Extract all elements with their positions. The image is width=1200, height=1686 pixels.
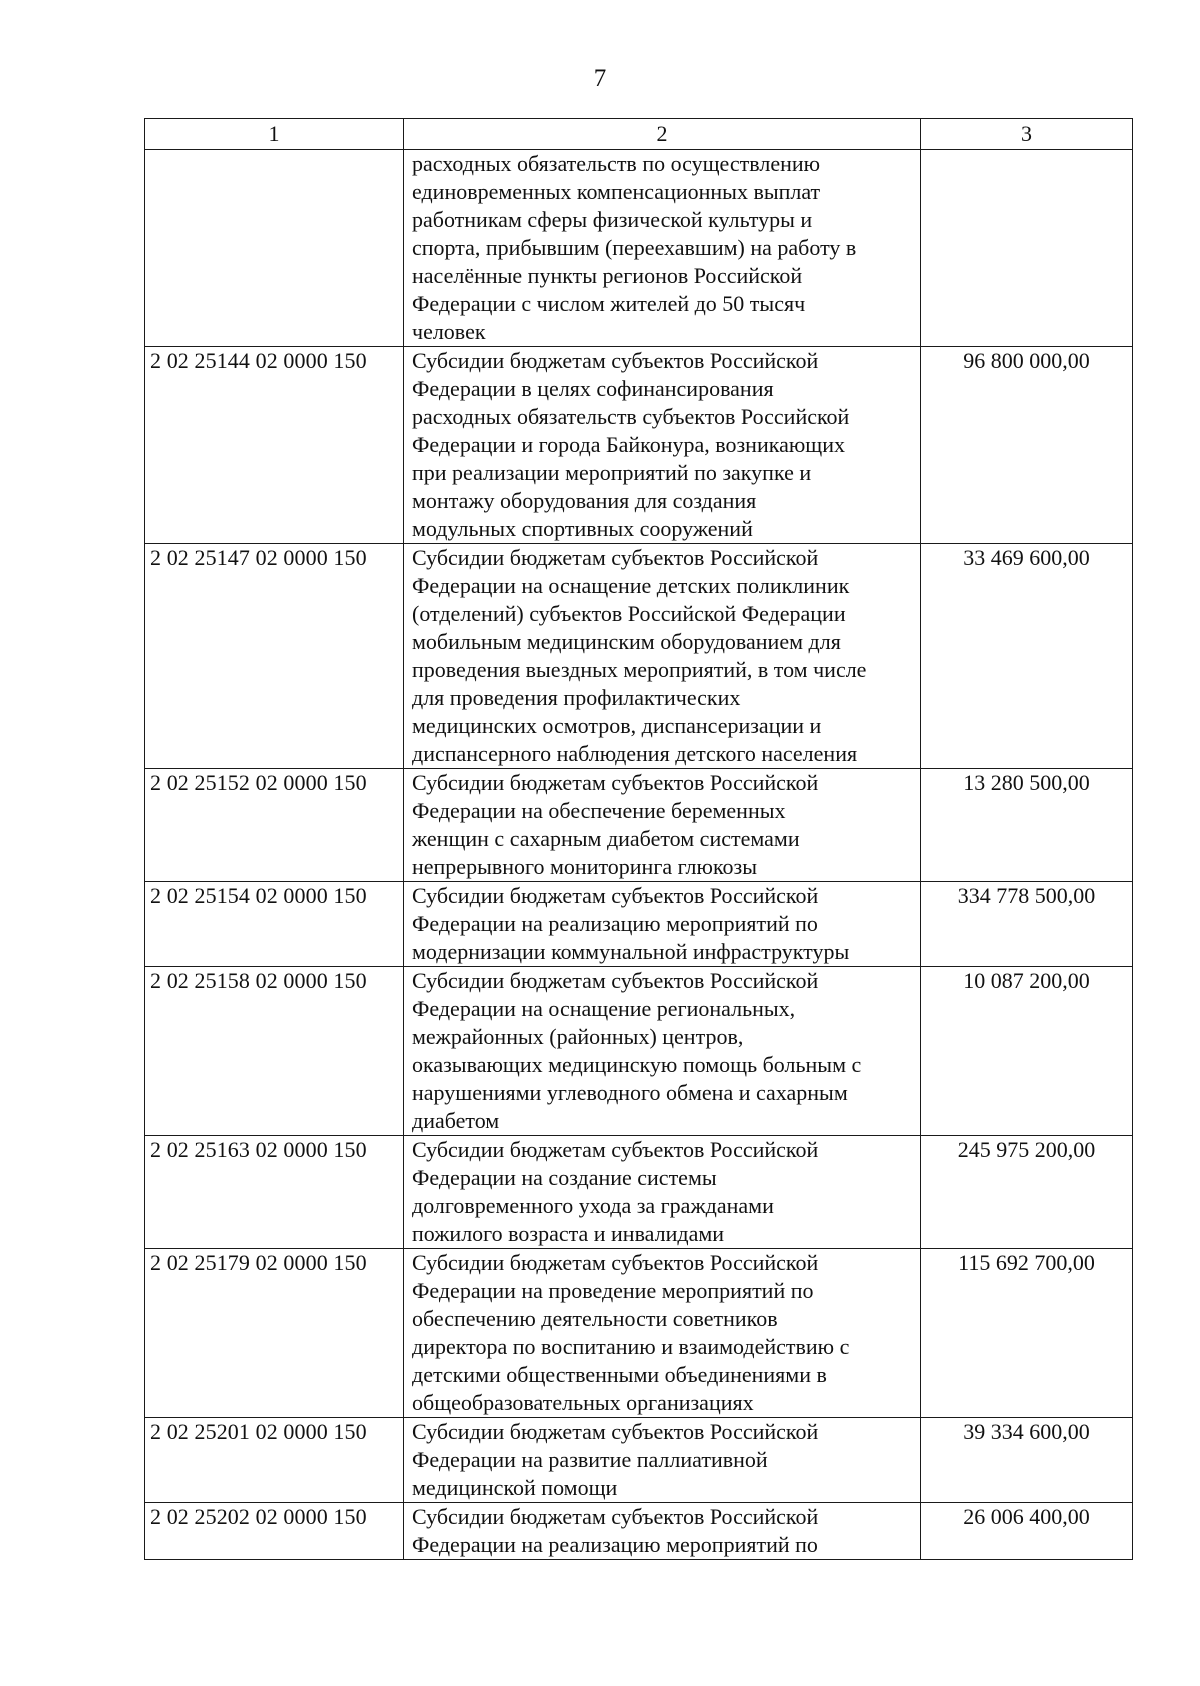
description-line: проведения выездных мероприятий, в том числе: [412, 657, 867, 682]
description-line: работникам сферы физической культуры и: [412, 207, 813, 232]
budget-table: [144, 118, 1133, 1560]
description-line: модульных спортивных сооружений: [412, 516, 753, 541]
income-code-cell: [145, 150, 404, 347]
column-header-description: 2: [404, 119, 921, 150]
description-line: расходных обязательств субъектов Российской: [412, 404, 850, 429]
description-line: населённые пункты регионов Российской: [412, 263, 803, 288]
description-line: Федерации в целях софинансирования: [412, 376, 774, 401]
amount-cell: 115 692 700,00: [921, 1249, 1133, 1418]
amount-cell: 13 280 500,00: [921, 769, 1133, 882]
income-code-cell: 2 02 25202 02 0000 150: [145, 1503, 404, 1560]
description-line: Федерации с числом жителей до 50 тысяч: [412, 291, 806, 316]
description-line: Федерации на создание системы: [412, 1165, 717, 1190]
description-line: расходных обязательств по осуществлению: [412, 151, 821, 176]
description-line: для проведения профилактических: [412, 685, 741, 710]
description-line: Федерации на развитие паллиативной: [412, 1447, 768, 1472]
description-line: Субсидии бюджетам субъектов Российской: [412, 883, 819, 908]
description-line: медицинских осмотров, диспансеризации и: [412, 713, 822, 738]
description-line: Федерации на обеспечение беременных: [412, 798, 786, 823]
description-line: детскими общественными объединениями в: [412, 1362, 827, 1387]
income-code-cell: 2 02 25144 02 0000 150: [145, 347, 404, 544]
table-row: [145, 150, 1133, 347]
description-cell: [404, 1418, 921, 1503]
description-line: Федерации и города Байконура, возникающих: [412, 432, 845, 457]
description-line: Субсидии бюджетам субъектов Российской: [412, 1250, 819, 1275]
description-line: Субсидии бюджетам субъектов Российской: [412, 545, 819, 570]
description-line: нарушениями углеводного обмена и сахарным: [412, 1080, 848, 1105]
description-line: женщин с сахарным диабетом системами: [412, 826, 800, 851]
amount-cell: 245 975 200,00: [921, 1136, 1133, 1249]
page-number: 7: [593, 65, 607, 92]
income-code-cell: 2 02 25154 02 0000 150: [145, 882, 404, 967]
description-line: (отделений) субъектов Российской Федерации: [412, 601, 846, 626]
description-cell: [404, 769, 921, 882]
description-line: монтажу оборудования для создания: [412, 488, 757, 513]
description-line: Субсидии бюджетам субъектов Российской: [412, 770, 819, 795]
table-row: [145, 347, 1133, 544]
description-cell: [404, 544, 921, 769]
amount-cell: 96 800 000,00: [921, 347, 1133, 544]
description-line: Федерации на реализацию мероприятий по: [412, 911, 818, 936]
description-line: пожилого возраста и инвалидами: [412, 1221, 725, 1246]
amount-cell: 10 087 200,00: [921, 967, 1133, 1136]
table-row: [145, 544, 1133, 769]
amount-cell: 33 469 600,00: [921, 544, 1133, 769]
amount-cell: 39 334 600,00: [921, 1418, 1133, 1503]
table-row: [145, 1249, 1133, 1418]
description-cell: [404, 1503, 921, 1560]
description-line: оказывающих медицинскую помощь больным с: [412, 1052, 862, 1077]
description-cell: [404, 1249, 921, 1418]
table-row: [145, 769, 1133, 882]
description-line: медицинской помощи: [412, 1475, 618, 1500]
income-code-cell: 2 02 25152 02 0000 150: [145, 769, 404, 882]
description-cell: [404, 1136, 921, 1249]
table-row: [145, 882, 1133, 967]
description-line: модернизации коммунальной инфраструктуры: [412, 939, 850, 964]
description-line: Субсидии бюджетам субъектов Российской: [412, 1419, 819, 1444]
description-line: при реализации мероприятий по закупке и: [412, 460, 812, 485]
amount-cell: 26 006 400,00: [921, 1503, 1133, 1560]
header-row: [145, 119, 1133, 150]
description-cell: [404, 967, 921, 1136]
description-line: непрерывного мониторинга глюкозы: [412, 854, 757, 879]
table-body: [145, 150, 1133, 1560]
description-line: диспансерного наблюдения детского населения: [412, 741, 858, 766]
description-line: Субсидии бюджетам субъектов Российской: [412, 1137, 819, 1162]
description-line: директора по воспитанию и взаимодействию с: [412, 1334, 850, 1359]
description-line: единовременных компенсационных выплат: [412, 179, 821, 204]
description-line: диабетом: [412, 1108, 500, 1133]
income-code-cell: 2 02 25163 02 0000 150: [145, 1136, 404, 1249]
column-header-code: 1: [145, 119, 404, 150]
description-line: Федерации на реализацию мероприятий по: [412, 1532, 818, 1557]
income-code-cell: 2 02 25179 02 0000 150: [145, 1249, 404, 1418]
description-line: общеобразовательных организациях: [412, 1390, 754, 1415]
column-header-amount: 3: [921, 119, 1133, 150]
income-code-cell: 2 02 25158 02 0000 150: [145, 967, 404, 1136]
description-line: Субсидии бюджетам субъектов Российской: [412, 348, 819, 373]
description-line: долговременного ухода за гражданами: [412, 1193, 774, 1218]
description-line: Субсидии бюджетам субъектов Российской: [412, 1504, 819, 1529]
table-row: [145, 967, 1133, 1136]
amount-cell: [921, 150, 1133, 347]
income-code-cell: 2 02 25147 02 0000 150: [145, 544, 404, 769]
description-line: Федерации на оснащение детских поликлиник: [412, 573, 850, 598]
income-code-cell: 2 02 25201 02 0000 150: [145, 1418, 404, 1503]
description-line: спорта, прибывшим (переехавшим) на работу в: [412, 235, 857, 260]
table-row: [145, 1136, 1133, 1249]
description-line: обеспечению деятельности советников: [412, 1306, 778, 1331]
description-line: межрайонных (районных) центров,: [412, 1024, 744, 1049]
amount-cell: 334 778 500,00: [921, 882, 1133, 967]
description-cell: [404, 882, 921, 967]
description-line: Федерации на проведение мероприятий по: [412, 1278, 814, 1303]
table-row: [145, 1503, 1133, 1560]
table-row: [145, 1418, 1133, 1503]
description-line: человек: [412, 319, 486, 344]
description-line: Федерации на оснащение региональных,: [412, 996, 796, 1021]
description-line: Субсидии бюджетам субъектов Российской: [412, 968, 819, 993]
description-cell: [404, 150, 921, 347]
description-line: мобильным медицинским оборудованием для: [412, 629, 841, 654]
description-cell: [404, 347, 921, 544]
